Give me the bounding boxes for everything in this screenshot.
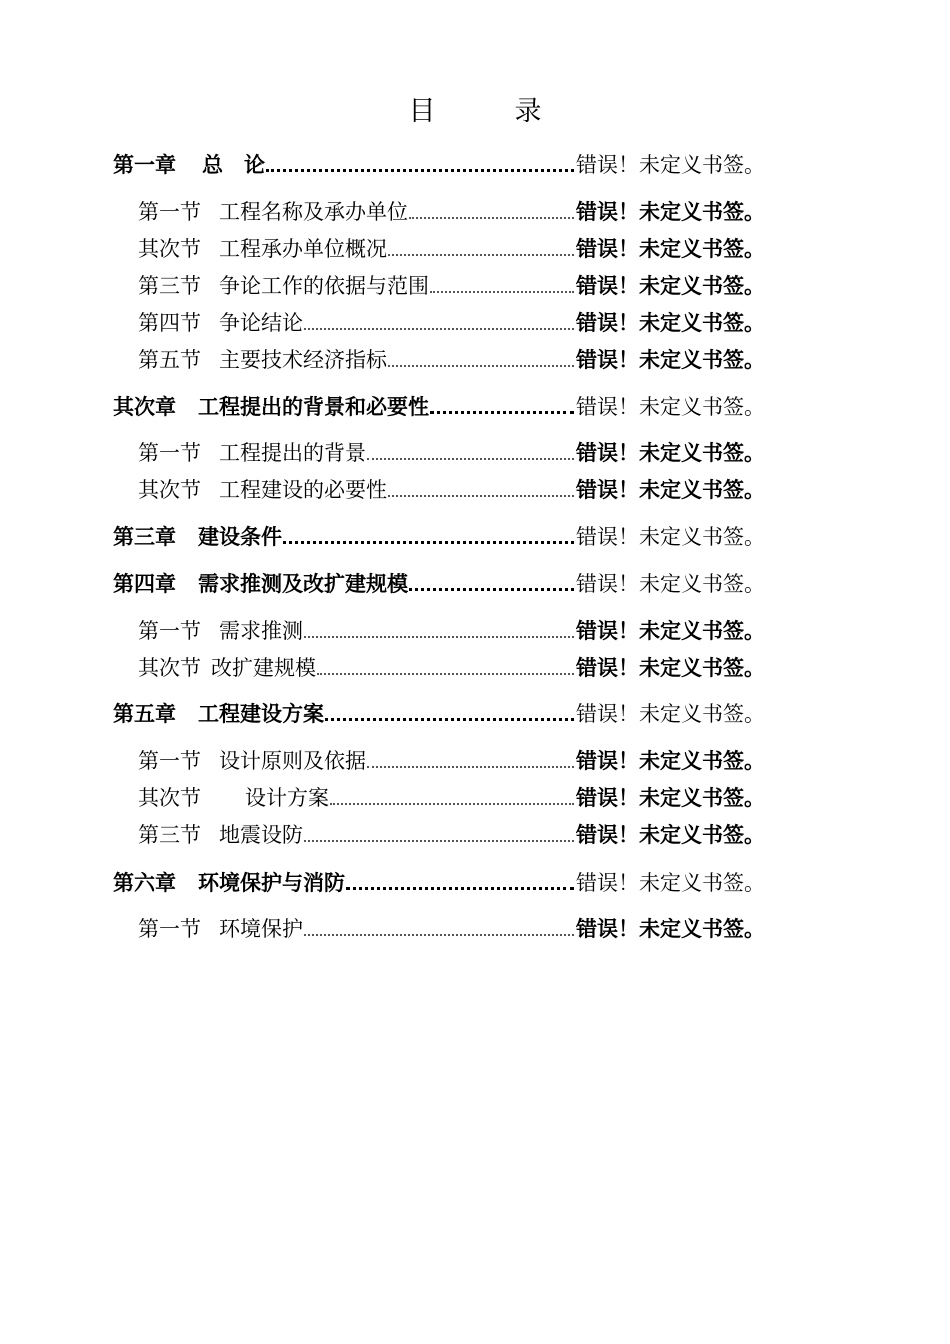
- toc-entry-title: 工程名称及承办单位: [219, 200, 408, 224]
- toc-page-reference: 错误！未定义书签。: [576, 572, 765, 596]
- toc-entry-label: [138, 820, 303, 850]
- toc-entry-title: 地震设防: [219, 823, 303, 847]
- toc-page-reference: 错误！未定义书签。: [576, 786, 765, 810]
- toc-entry-title: 环境保护: [219, 917, 303, 941]
- toc-dot-leader: [304, 306, 574, 330]
- toc-entry-title: 总 论: [202, 153, 265, 177]
- toc-dot-leader: [266, 147, 574, 172]
- toc-entry-number: 第三章: [113, 525, 176, 549]
- toc-section-entry[interactable]: [138, 475, 765, 505]
- toc-entry-number: 第五节: [138, 348, 201, 372]
- toc-page-reference: 错误！未定义书签。: [576, 619, 765, 643]
- toc-entry-number: 第一节: [138, 200, 201, 224]
- toc-page-reference: 错误！未定义书签。: [576, 917, 765, 941]
- toc-title: 目 录: [408, 96, 568, 127]
- toc-section-entry[interactable]: [138, 746, 765, 776]
- toc-entry-number: 第五章: [113, 702, 176, 726]
- toc-page-reference: 错误！未定义书签。: [576, 395, 765, 419]
- toc-entry-title: 设计原则及依据: [219, 749, 366, 773]
- toc-page-reference: 错误！未定义书签。: [576, 525, 765, 549]
- toc-dot-leader: [325, 696, 574, 721]
- toc-dot-leader: [367, 744, 574, 768]
- toc-entry-label: [113, 868, 345, 898]
- toc-chapter-entry[interactable]: [113, 150, 765, 180]
- toc-entry-title: 工程提出的背景: [219, 441, 366, 465]
- toc-dot-leader: [430, 389, 574, 414]
- toc-page-reference: 错误！未定义书签。: [576, 441, 765, 465]
- toc-page-reference: 错误！未定义书签。: [576, 237, 765, 261]
- toc-entry-label: [138, 345, 387, 375]
- toc-section-entry[interactable]: [138, 653, 765, 683]
- toc-page-reference: 错误！未定义书签。: [576, 153, 765, 177]
- toc-page-reference: 错误！未定义书签。: [576, 200, 765, 224]
- toc-entry-label: [138, 653, 316, 683]
- toc-entry-title: 需求推测及改扩建规模: [198, 572, 408, 596]
- toc-entry-label: [138, 746, 366, 776]
- toc-page-reference: 错误！未定义书签。: [576, 478, 765, 502]
- toc-section-entry[interactable]: [138, 438, 765, 468]
- toc-dot-leader: [409, 195, 574, 219]
- toc-entry-number: 其次节: [138, 786, 201, 810]
- toc-entry-number: 第一节: [138, 441, 201, 465]
- toc-page-reference: 错误！未定义书签。: [576, 274, 765, 298]
- toc-section-entry[interactable]: [138, 197, 765, 227]
- toc-entry-label: [113, 150, 265, 180]
- toc-dot-leader: [388, 473, 574, 497]
- toc-entry-label: [138, 271, 429, 301]
- toc-entry-number: 其次章: [113, 395, 176, 419]
- toc-entry-title: 工程建设的必要性: [219, 478, 387, 502]
- toc-section-entry[interactable]: [138, 234, 765, 264]
- toc-section-entry[interactable]: [138, 783, 765, 813]
- toc-entry-label: [138, 234, 387, 264]
- toc-entry-label: [138, 616, 303, 646]
- toc-entry-title: 工程提出的背景和必要性: [198, 395, 429, 419]
- toc-chapter-entry[interactable]: [113, 699, 765, 729]
- toc-entry-number: 其次节: [138, 237, 201, 261]
- toc-dot-leader: [388, 232, 574, 256]
- toc-entry-title: 环境保护与消防: [198, 871, 345, 895]
- toc-page-reference: 错误！未定义书签。: [576, 871, 765, 895]
- toc-entry-title: 建设条件: [198, 525, 282, 549]
- toc-entry-number: 第一节: [138, 917, 201, 941]
- toc-entry-label: [138, 308, 303, 338]
- toc-page-reference: 错误！未定义书签。: [576, 348, 765, 372]
- toc-page-reference: 错误！未定义书签。: [576, 702, 765, 726]
- toc-dot-leader: [346, 865, 574, 890]
- toc-entry-title: 改扩建规模: [211, 656, 316, 680]
- toc-section-entry[interactable]: [138, 308, 765, 338]
- toc-dot-leader: [388, 343, 574, 367]
- toc-section-entry[interactable]: [138, 616, 765, 646]
- toc-dot-leader: [304, 912, 574, 936]
- toc-page-reference: 错误！未定义书签。: [576, 749, 765, 773]
- toc-entry-label: [138, 438, 366, 468]
- toc-dot-leader: [283, 519, 574, 544]
- toc-entry-title: 需求推测: [219, 619, 303, 643]
- toc-section-entry[interactable]: [138, 820, 765, 850]
- toc-entry-title: 设计方案: [245, 786, 329, 810]
- toc-chapter-entry[interactable]: [113, 868, 765, 898]
- toc-page-reference: 错误！未定义书签。: [576, 311, 765, 335]
- toc-entry-title: 争论结论: [219, 311, 303, 335]
- toc-dot-leader: [317, 651, 574, 675]
- toc-entry-label: [138, 914, 303, 944]
- toc-section-entry[interactable]: [138, 345, 765, 375]
- toc-entry-title: 争论工作的依据与范围: [219, 274, 429, 298]
- toc-entry-label: [113, 392, 429, 422]
- toc-entry-number: 第六章: [113, 871, 176, 895]
- toc-chapter-entry[interactable]: [113, 569, 765, 599]
- toc-entry-label: [113, 699, 324, 729]
- toc-entry-number: 第三节: [138, 274, 201, 298]
- toc-entry-number: 第一节: [138, 749, 201, 773]
- toc-entry-number: 第一节: [138, 619, 201, 643]
- toc-dot-leader: [304, 614, 574, 638]
- toc-dot-leader: [330, 781, 574, 805]
- toc-entry-label: [138, 475, 387, 505]
- toc-entry-number: 第四章: [113, 572, 176, 596]
- toc-entry-title: 工程建设方案: [198, 702, 324, 726]
- toc-chapter-entry[interactable]: [113, 522, 765, 552]
- toc-dot-leader: [304, 818, 574, 842]
- toc-entry-title: 主要技术经济指标: [219, 348, 387, 372]
- toc-entry-label: [138, 783, 329, 813]
- toc-entry-number: 第三节: [138, 823, 201, 847]
- toc-dot-leader: [367, 436, 574, 460]
- toc-entry-label: [113, 569, 408, 599]
- toc-entry-number: 其次节: [138, 656, 201, 680]
- toc-entry-number: 其次节: [138, 478, 201, 502]
- toc-entry-title: 工程承办单位概况: [219, 237, 387, 261]
- toc-dot-leader: [409, 566, 574, 591]
- toc-entry-label: [113, 522, 282, 552]
- toc-chapter-entry[interactable]: [113, 392, 765, 422]
- toc-entry-number: 第一章: [113, 153, 176, 177]
- toc-dot-leader: [430, 269, 574, 293]
- toc-section-entry[interactable]: [138, 271, 765, 301]
- toc-page-reference: 错误！未定义书签。: [576, 823, 765, 847]
- toc-entry-number: 第四节: [138, 311, 201, 335]
- toc-page-reference: 错误！未定义书签。: [576, 656, 765, 680]
- toc-section-entry[interactable]: [138, 914, 765, 944]
- toc-entry-label: [138, 197, 408, 227]
